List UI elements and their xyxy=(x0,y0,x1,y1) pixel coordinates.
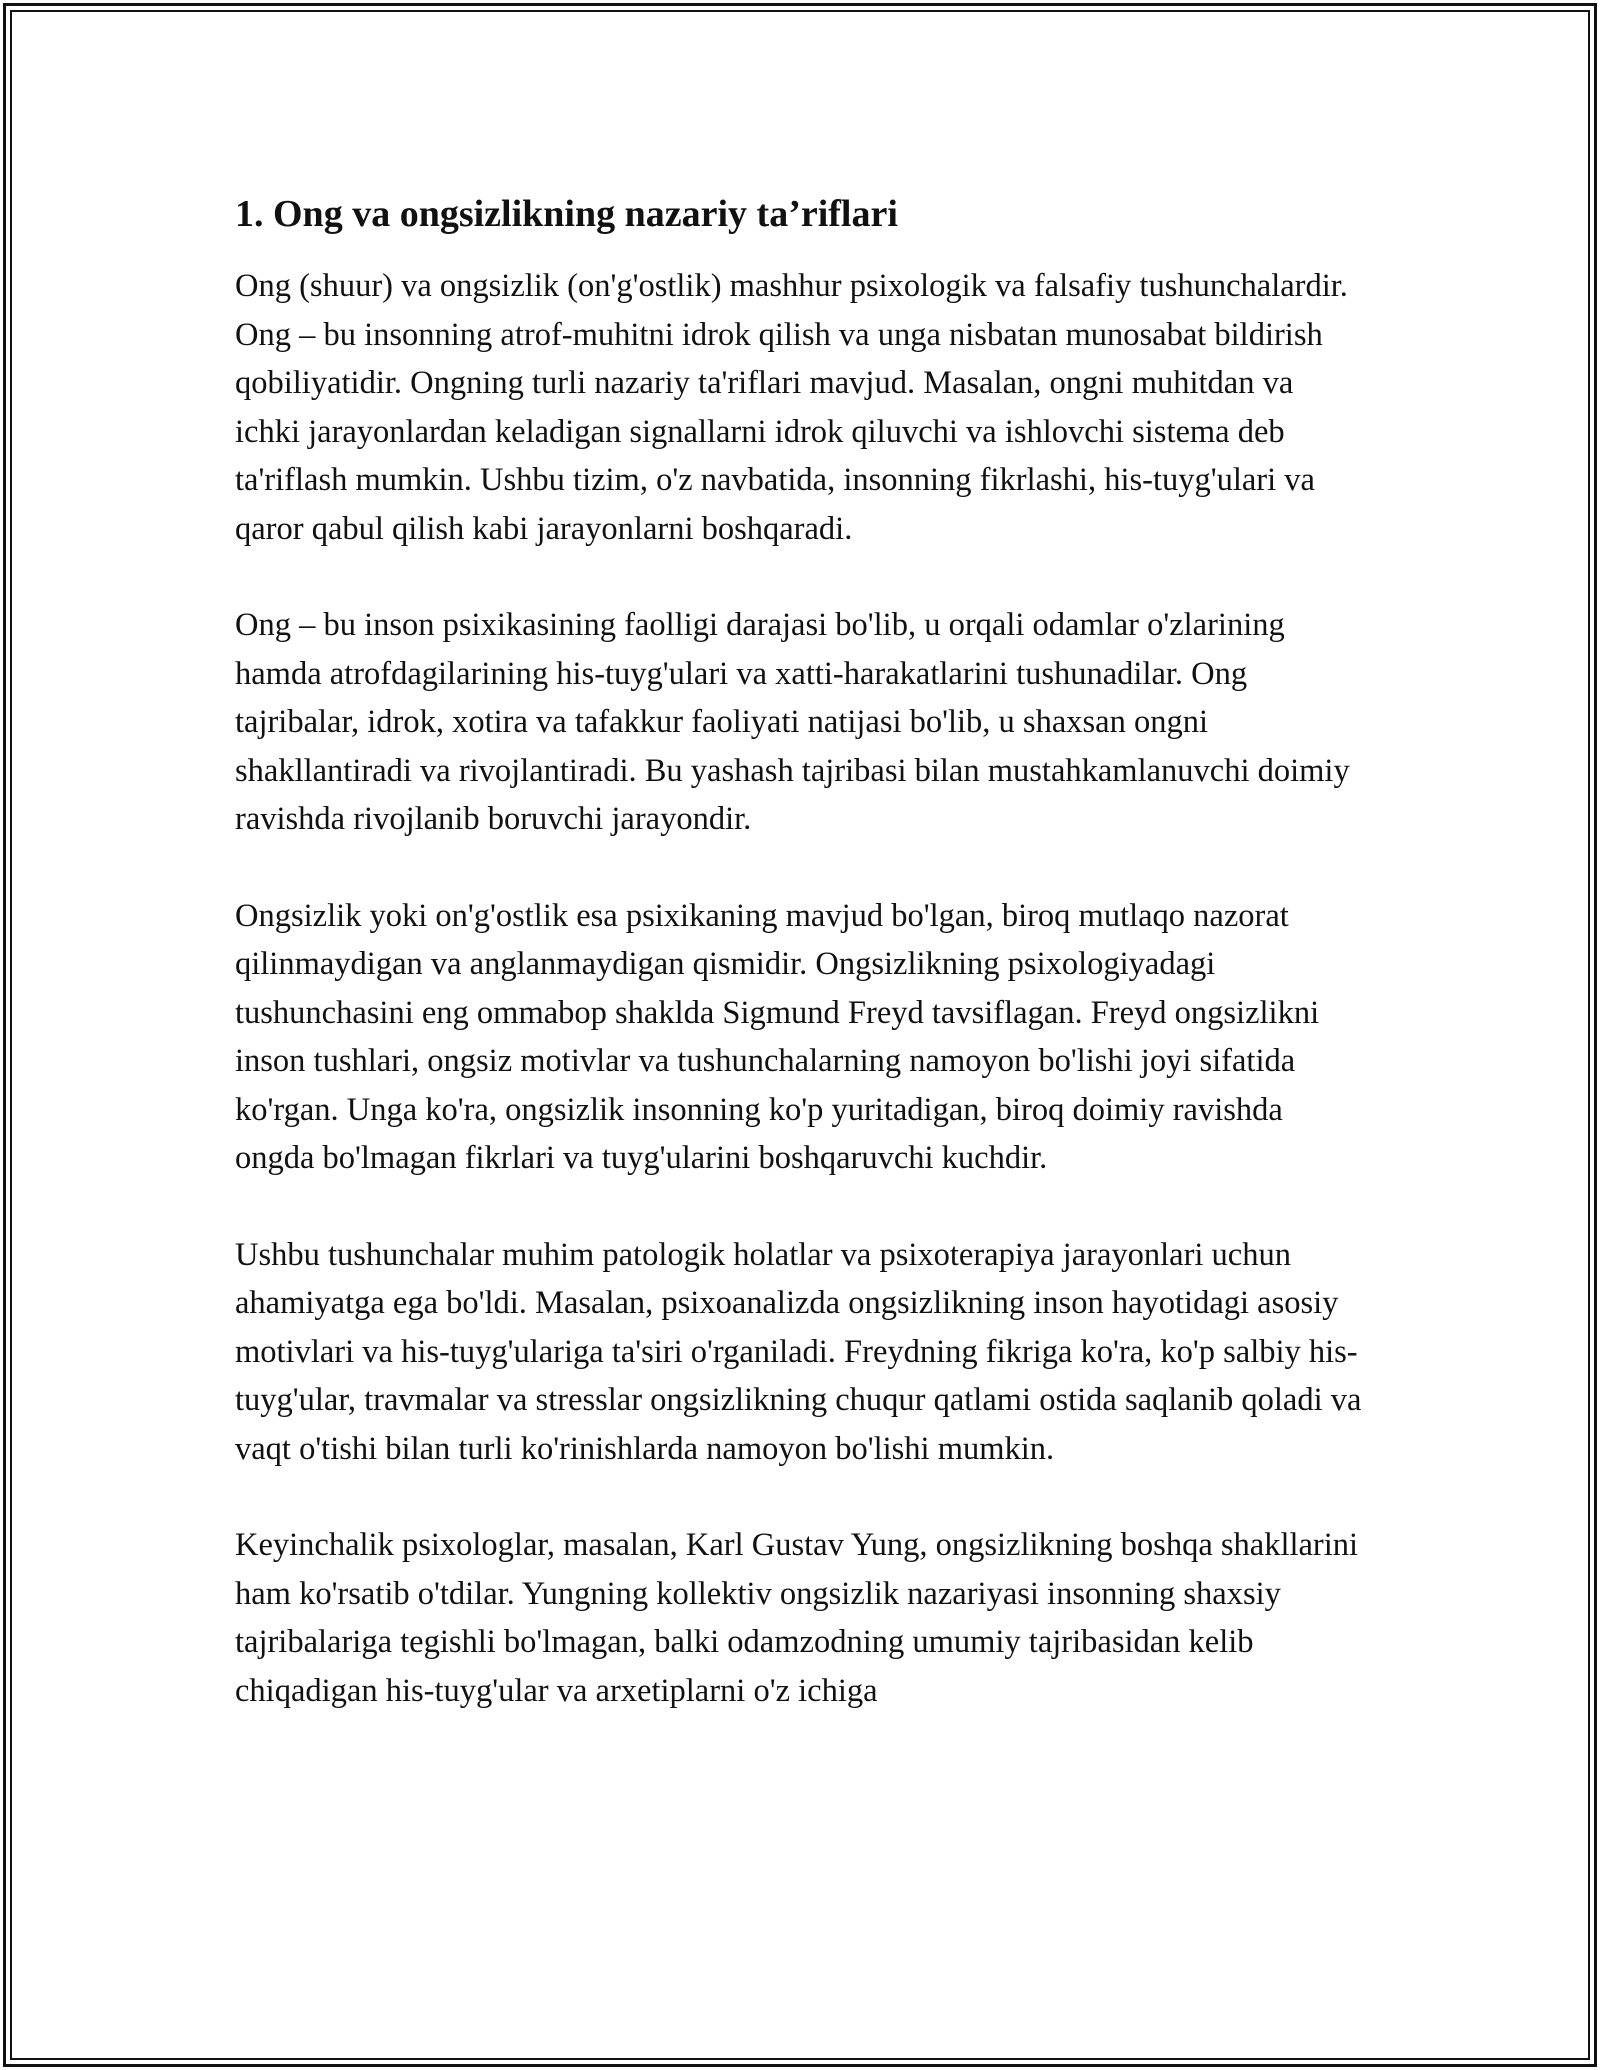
paragraph-4: Ushbu tushunchalar muhim patologik holatlar va psixoterapiya jarayonlari uchun ahamiyatga ega bo'ldi. Masalan, psixoanalizda ongsizlikning inson hayotidagi asosiy motivlari va his-tuyg'ulariga ta'siri o'rganiladi. Freydning fikriga ko'ra, ko'p salbiy his-tuyg'ular, travmalar va stresslar ongsizlikning chuqur qatlami ostida saqlanib qoladi va vaqt o'tishi bilan turli ko'rinishlarda namoyon bo'lishi mumkin. xyxy=(235,1236,1362,1467)
paragraph-5: Keyinchalik psixologlar, masalan, Karl Gustav Yung, ongsizlikning boshqa shakllarini ham ko'rsatib o'tdilar. Yungning kollektiv ongsizlik nazariyasi insonning shaxsiy tajribalariga tegishli bo'lmagan, balki odamzodning umumiy tajribasidan kelib chiqadigan his-tuyg'ular va arxetiplarni o'z ichiga xyxy=(235,1527,1359,1709)
document-body xyxy=(235,190,1365,1715)
paragraph-1: Ong (shuur) va ongsizlik (on'g'ostlik) mashhur psixologik va falsafiy tushunchalardir. Ong – bu insonning atrof-muhitni idrok qilish va unga nisbatan munosabat bildirish qobiliyatidir. Ongning turli nazariy ta'riflari mavjud. Masalan, ongni muhitdan va ichki jarayonlardan keladigan signallarni idrok qiluvchi va ishlovchi sistema deb ta'riflash mumkin. Ushbu tizim, o'z navbatida, insonning fikrlashi, his-tuyg'ulari va qaror qabul qilish kabi jarayonlarni boshqaradi. xyxy=(235,268,1348,547)
section-heading: 1. Ong va ongsizlikning nazariy ta’riflari xyxy=(235,193,898,235)
paragraph-2: Ong – bu inson psixikasining faolligi darajasi bo'lib, u orqali odamlar o'zlarining hamda atrofdagilarining his-tuyg'ulari va xatti-harakatlarini tushunadilar. Ong tajribalar, idrok, xotira va tafakkur faoliyati natijasi bo'lib, u shaxsan ongni shakllantiradi va rivojlantiradi. Bu yashash tajribasi bilan mustahkamlanuvchi doimiy ravishda rivojlanib boruvchi jarayondir. xyxy=(235,607,1350,837)
paragraph-3: Ongsizlik yoki on'g'ostlik esa psixikaning mavjud bo'lgan, biroq mutlaqo nazorat qilinmaydigan va anglanmaydigan qismidir. Ongsizlikning psixologiyadagi tushunchasini eng ommabop shaklda Sigmund Freyd tavsiflagan. Freyd ongsizlikni inson tushlari, ongsiz motivlar va tushunchalarning namoyon bo'lishi joyi sifatida ko'rgan. Unga ko'ra, ongsizlik insonning ko'p yuritadigan, biroq doimiy ravishda ongda bo'lmagan fikrlari va tuyg'ularini boshqaruvchi kuchdir. xyxy=(235,897,1320,1176)
